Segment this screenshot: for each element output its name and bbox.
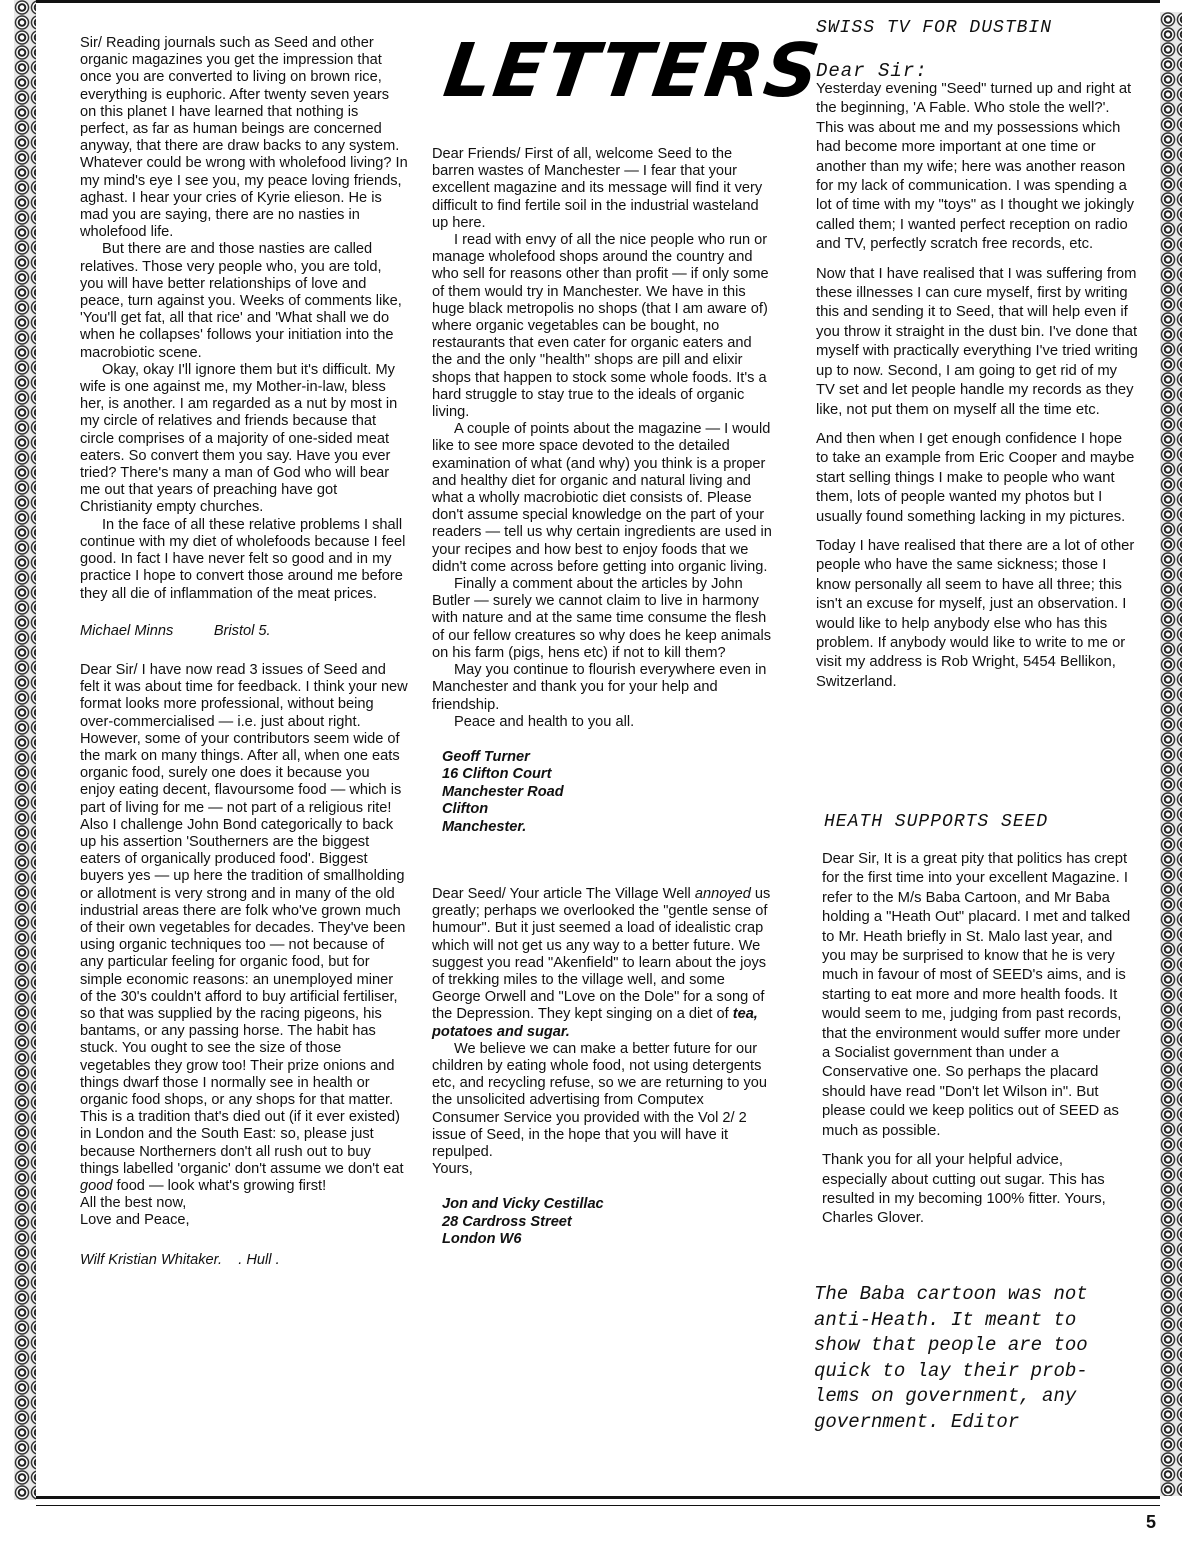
left-decorative-border bbox=[14, 0, 36, 1500]
letter-paragraph: Thank you for all your helpful advice, especially about cutting out sugar. This has resulted in my becoming 100% fitter. Yours, Charles Glover. bbox=[822, 1152, 1106, 1227]
letter-turner bbox=[432, 146, 772, 836]
letter-signature: Michael Minns Bristol 5. bbox=[80, 622, 271, 639]
letter-text: Dear Sir/ I have now read 3 issues of Seed and felt it was about time for feedback. I think your new format looks more professional, without being over-commercialised — i.e. just about right. However, some of your contributors seem wide of the mark on many things. After all, when one eats organic food, surely one does it because you enjoy eating decent, flavoursome food — which is part of living for me — not part of a religious rite! Also I challenge John Bond categorically to back up his assertion 'Southerners are the biggest eaters of organically produced food'. Biggest buyers yes — up here the tradition of smallholding or allotment is very strong and in many of the old industrial areas there are folk who've grown much of their own vegetables for decades. They've been using organic techniques too — not because of any particular feeling for organic food, but for simple economic reasons: an unemployed miner of the 30's couldn't afford to buy artificial fertiliser, so that was supplied by the racing pigeons, his bantams, or any passing horse. The habit has stuck. You ought to see the size of those vegetables they grow too! Their prize onions and things dwarf those I normally see in health or organic food shops, or any shops for that matter. This is a tradition that's died out (if it ever existed) in London and the South East: so, please just because Northerners don't all rush out to buy things labelled 'organic' don't assume we don't eat bbox=[80, 661, 408, 1177]
letter-closing: Yours, bbox=[432, 1161, 473, 1178]
column-right bbox=[816, 80, 1138, 692]
letter-paragraph: Today I have realised that there are a lot of other people who have the same sickness; those I know personally all seem to have all three; this isn't an excuse for myself, just an observation. I would like to help anybody else who has this problem. If anybody would like to write to me or visit my address is Rob Wright, 5454 Bellikon, Switzerland. bbox=[816, 537, 1135, 690]
column-left bbox=[80, 35, 408, 1269]
letter-paragraph: Dear Sir, It is a great pity that politics has crept for the first time into your excellent Magazine. I refer to the M/s Baba Cartoon, and Mr Baba holding a "Heath Out" placard. I met and talked to Mr. Heath briefly in St. Malo last year, and you may be surprised to know that he is very much in favour of most of SEED's aims, and is starting to eat more and more health foods. It would seem to me, judging from past records, that the environment would suffer more under a Socialist government than under a Conservative one. So perhaps the placard should have read "Don't let Wilson in". But please could we keep politics out of SEED as much as possible. bbox=[822, 851, 1131, 1139]
emphasis-good: good bbox=[80, 1178, 113, 1194]
salutation-dear-sir: Dear Sir: bbox=[816, 60, 928, 82]
letters-masthead: LETTERS bbox=[438, 28, 827, 114]
letter-paragraph: Yesterday evening "Seed" turned up and right at the beginning, 'A Fable. Who stole the well?'. This was about me and my possessions which had become more important at one time or another than my wife; here was another reason for my lack of communication. I was spending a lot of time with my "toys" as I thought we jokingly called them; I wanted perfect reception on radio and TV, perfectly scratch free records, etc. bbox=[816, 81, 1135, 253]
letter-text: us greatly; perhaps we overlooked the "gentle sense of humour". But it just seemed a load of idealistic crap which will not get us any way to a better future. We suggest you read "Akenfield" to learn about the joys of trekking miles to the village well, and some George Orwell and "Love on the Dole" for a song of the Depression. They kept singing on a diet of bbox=[432, 885, 771, 1023]
letter-paragraph: Finally a comment about the articles by John Butler — surely we cannot claim to live in harmony with nature and at the same time consume the flesh of our fellow creatures so why does he keep animals on his farm (pigs, hens etc) if not to kill them? bbox=[432, 576, 772, 661]
column-right-lower bbox=[822, 850, 1132, 1229]
letter-text: food — look what's growing first! bbox=[112, 1178, 327, 1194]
emphasis-annoyed: annoyed bbox=[694, 885, 751, 902]
emphasis-diet: tea, potatoes and sugar. bbox=[432, 1006, 758, 1040]
page-number: 5 bbox=[1146, 1512, 1157, 1532]
letter-paragraph: Okay, okay I'll ignore them but it's difficult. My wife is one against me, my Mother-in-law, bless her, is another. I am regarded as a nut by most in my circle of relatives and friends because that circle comprises of a majority of one-sided meat eaters. So convert them you say. Have you ever tried? There's many a man of God who will bear me out that years of preaching have got Christianity empty churches. bbox=[80, 361, 398, 516]
letter-paragraph: Dear Friends/ First of all, welcome Seed to the barren wastes of Manchester — I fear that your excellent magazine and its message will find it very difficult to find fertile soil in the industrial wasteland up here. bbox=[432, 146, 763, 231]
heading-swiss-tv: SWISS TV FOR DUSTBIN bbox=[816, 18, 1053, 38]
letter-paragraph: Peace and health to you all. bbox=[454, 713, 635, 730]
letter-address: Jon and Vicky Cestillac 28 Cardross Street London W6 bbox=[442, 1196, 604, 1248]
letter-cestillac bbox=[432, 886, 772, 1249]
letter-minns bbox=[80, 35, 408, 640]
right-decorative-border bbox=[1160, 12, 1182, 1496]
letter-paragraph: But there are and those nasties are called relatives. Those very people who, you are told, you will have better relationships of love and peace, turn against you. Weeks of comments like, 'You'll get fat, all that rice' and 'What shall we do when he collapses' follows your initiation into the macrobiotic scene. bbox=[80, 241, 402, 361]
letter-closing: All the best now, bbox=[80, 1195, 187, 1212]
bottom-rule bbox=[36, 1496, 1160, 1506]
letter-paragraph: We believe we can make a better future for our children by eating whole food, not using detergents etc, and recycling refuse, so we are returning to you the unsolicited advertising from Computex Consumer Service you provided with the Vol 2/ 2 issue of Seed, in the hope that you will have it repulped. bbox=[432, 1040, 768, 1160]
letter-paragraph bbox=[432, 886, 772, 1041]
letter-paragraph: May you continue to flourish everywhere even in Manchester and thank you for your help and friendship. bbox=[432, 662, 767, 713]
letter-signature: Wilf Kristian Whitaker. . Hull . bbox=[80, 1251, 280, 1268]
column-middle bbox=[432, 146, 772, 1249]
letter-paragraph: In the face of all these relative problems I shall continue with my diet of wholefoods because I feel good. In fact I have never felt so good and in my practice I hope to convert those around me before they all die of inflammation of the meat prices. bbox=[80, 516, 406, 602]
letter-paragraph: And then when I get enough confidence I hope to take an example from Eric Cooper and maybe start selling things I make to people who want them, lots of people wanted my photos but I usually found something lacking in my pictures. bbox=[816, 430, 1135, 525]
letter-paragraph: A couple of points about the magazine — I would like to see more space devoted to the detailed examination of what (and why) you think is a proper and healthy diet for organic and natural living and what a wholly macrobiotic diet consists of. Please don't assume special knowledge on the part of your readers — tell us why certain ingredients are used in your recipes and how best to enjoy foods that we didn't come across before getting into organic living. bbox=[432, 421, 772, 575]
letter-paragraph bbox=[80, 662, 408, 1195]
editor-note: The Baba cartoon was not anti-Heath. It meant to show that people are too quick to lay their prob- lems on government, any government. Editor bbox=[814, 1283, 1088, 1433]
top-rule bbox=[36, 0, 1160, 3]
letter-paragraph: I read with envy of all the nice people who run or manage wholefood shops around the country and who sell for reasons other than profit — if only some of them would try in Manchester. We have in this huge black metropolis no shops (that I am aware of) where organic vegetables can be bought, no restaurants that even cater for organic eaters and the and the only "health" shops are pill and elixir shops that happen to stock some whole foods. It's a hard struggle to stay true to the ideals of organic living. bbox=[432, 232, 769, 421]
letter-whitaker bbox=[80, 662, 408, 1269]
heading-heath-supports: HEATH SUPPORTS SEED bbox=[824, 812, 1049, 832]
letter-address: Geoff Turner 16 Clifton Court Manchester Road Clifton Manchester. bbox=[442, 748, 564, 835]
letter-closing: Love and Peace, bbox=[80, 1212, 190, 1229]
letter-paragraph: Sir/ Reading journals such as Seed and other organic magazines you get the impression that once you are converted to living on brown rice, everything is euphoric. After twenty seven years on this planet I have learned that nothing is perfect, as far as human beings are concerned anyway, that there are draw backs to any system. Whatever could be wrong with wholefood living? In my mind's eye I see you, my peace loving friends, aghast. I hear your cries of Kyrie elieson. He is mad you are saying, there are no nasties in wholefood life. bbox=[80, 35, 408, 241]
letter-text: Dear Seed/ Your article The Village Well bbox=[432, 885, 691, 902]
letter-paragraph: Now that I have realised that I was suffering from these illnesses I can cure myself, first by writing this and sending it to Seed, that will help even if you throw it straight in the dust bin. I've done that myself with practically everything I've tried writing up to now. Second, I am going to get rid of my TV set and let people handle my records as they like, not put them on myself all the time etc. bbox=[816, 265, 1138, 418]
